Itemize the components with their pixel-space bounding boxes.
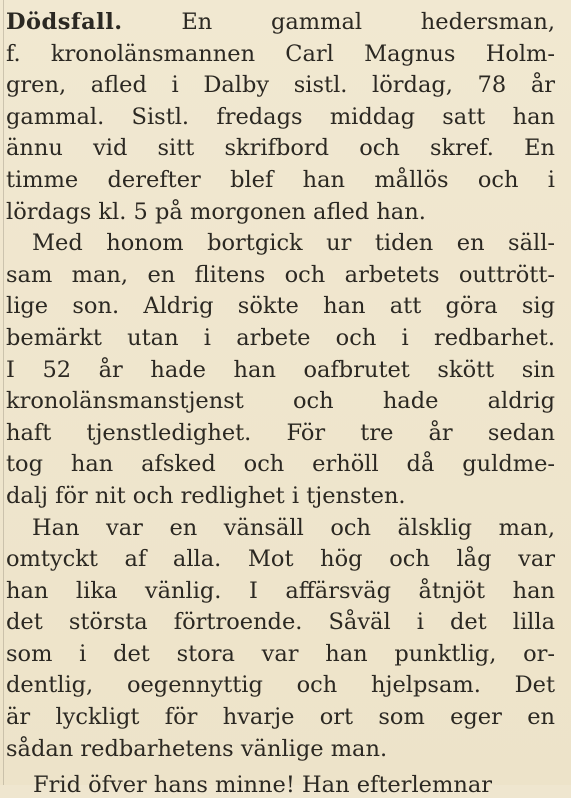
text-line [6, 7, 555, 39]
obituary-article [6, 7, 555, 765]
heading-continuation: En gammal hedersman, [122, 9, 555, 35]
paragraph-2 [6, 228, 555, 512]
text-line: ännu vid sitt skrifbord och skref. En [6, 135, 555, 162]
text-line: Han var en vänsäll och älsklig man, [32, 514, 555, 541]
text-line: f. kronolänsmannen Carl Magnus Holm- [6, 40, 555, 67]
text-line: gren, afled i Dalby sistl. lördag, 78 år [6, 72, 555, 99]
text-line: bemärkt utan i arbete och i redbarhet. [6, 324, 555, 351]
text-line: tog han afsked och erhöll då guldme- [6, 451, 555, 478]
text-line: I 52 år hade han oafbrutet skött sin [6, 356, 555, 383]
text-line: sam man, en flitens och arbetets outtrött- [6, 261, 555, 288]
text-line: Med honom bortgick ur tiden en säll- [32, 230, 555, 257]
text-line: timme derefter blef han mållös och i [6, 166, 555, 193]
cut-off-text: Frid öfver hans minne! Han efterlemnar [33, 772, 492, 798]
text-line: som i det stora var han punktlig, or- [6, 640, 555, 667]
text-line: lige son. Aldrig sökte han att göra sig [6, 293, 555, 320]
text-line: omtyckt af alla. Mot hög och låg var [6, 546, 555, 573]
text-line: han lika vänlig. I affärsväg åtnjöt han [6, 577, 555, 604]
text-line: dentlig, oegennyttig och hjelpsam. Det [6, 672, 555, 699]
text-line: kronolänsmanstjenst och hade aldrig [6, 388, 555, 415]
cut-off-next-line [33, 772, 553, 798]
text-line: gammal. Sistl. fredags middag satt han [6, 103, 555, 130]
text-line: är lyckligt för hvarje ort som eger en [6, 704, 555, 731]
text-line: det största förtroende. Såväl i det lilla [6, 609, 555, 636]
paragraph-3 [6, 513, 555, 766]
paragraph-1 [6, 7, 555, 228]
text-line: haft tjenstledighet. För tre år sedan [6, 419, 555, 446]
column-rule [3, 0, 4, 785]
text-line: lördags kl. 5 på morgonen afled han. [6, 198, 426, 225]
text-line: sådan redbarhetens vänlige man. [6, 735, 388, 762]
article-heading: Dödsfall. [6, 9, 123, 35]
text-line: dalj för nit och redlighet i tjensten. [6, 482, 406, 509]
